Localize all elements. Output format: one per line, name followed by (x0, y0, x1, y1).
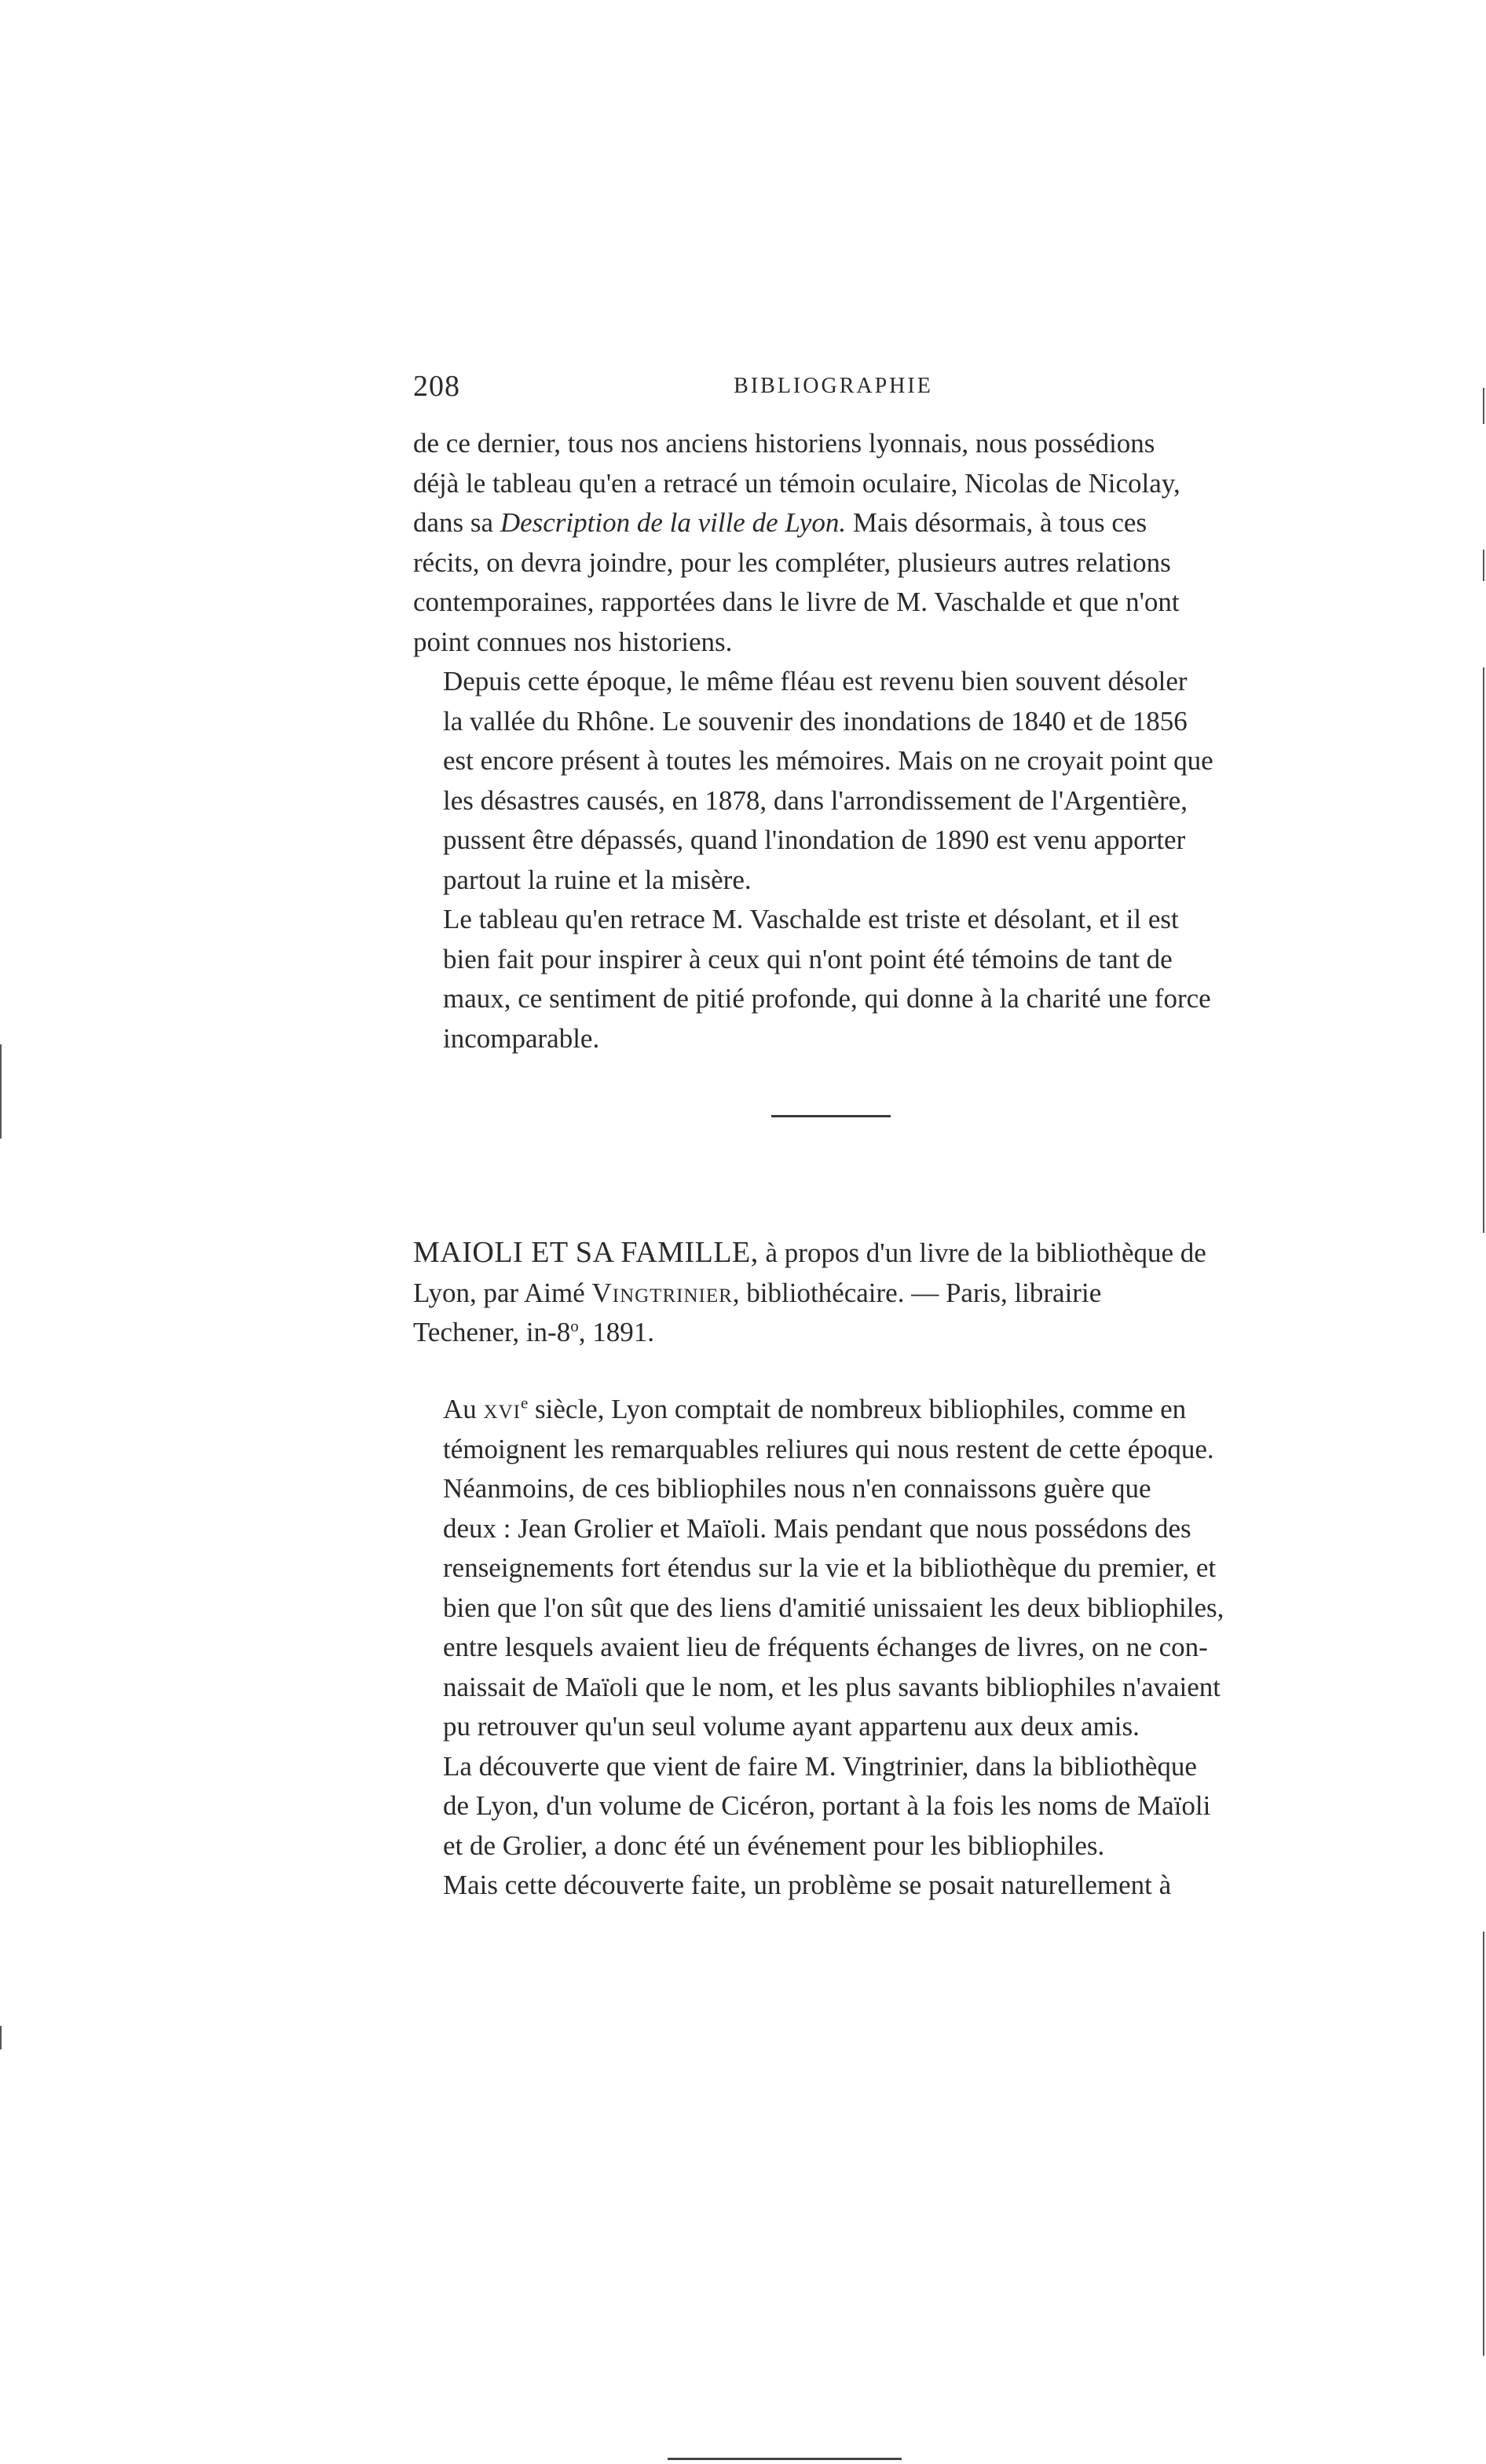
text-line: la vallée du Rhône. Le souvenir des inondations de 1840 et de 1856 (443, 705, 1188, 737)
paragraph (413, 1866, 1254, 1906)
text-run: Au (443, 1394, 484, 1424)
text-line: naissait de Maïoli que le nom, et les plus savants bibliophiles n'avaient (443, 1671, 1221, 1702)
text-line (413, 1313, 1254, 1353)
text-line: récits, on devra joindre, pour les compléter, plusieurs autres relations (413, 547, 1171, 578)
text-run: Mais désormais, à tous ces (846, 507, 1147, 538)
text-line: contemporaines, rapportées dans le livre de M. Vaschalde et que n'ont (413, 587, 1180, 617)
author-name: Vingtrinier (591, 1277, 733, 1308)
paragraph (413, 424, 1254, 662)
running-title: BIBLIOGRAPHIE (734, 374, 933, 398)
text-line: témoignent les remarquables reliures qui nous restent de cette époque. (443, 1433, 1214, 1464)
paragraph (413, 1747, 1254, 1866)
text-line: pu retrouver qu'un seul volume ayant appartenu aux deux amis. (443, 1711, 1140, 1742)
text-line: et de Grolier, a donc été un événement pour les bibliophiles. (443, 1830, 1105, 1861)
text-line: partout la ruine et la misère. (443, 864, 752, 895)
text-line: incomparable. (443, 1022, 600, 1054)
text-line: La découverte que vient de faire M. Vingtrinier, dans la bibliothèque (443, 1750, 1197, 1782)
paragraph (413, 1469, 1254, 1747)
section-divider (771, 1115, 891, 1117)
text-line: point connues nos historiens. (413, 626, 733, 657)
text-run: siècle, Lyon comptait de nombreux bibliophiles, comme en (528, 1394, 1187, 1424)
text-run: , 1891. (578, 1317, 654, 1347)
scan-edge-mark (1483, 388, 1484, 424)
text-line: maux, ce sentiment de pitié profonde, qui donne à la charité une force (443, 983, 1211, 1014)
text-line: de ce dernier, tous nos anciens historiens lyonnais, nous possédions (413, 428, 1155, 459)
review-continuation (413, 424, 1254, 1058)
bottom-edge-line (668, 2458, 902, 2460)
text-run: à propos d'un livre de la bibliothèque de (758, 1237, 1206, 1268)
bibliographic-entry (413, 1233, 1254, 1353)
text-line: les désastres causés, en 1878, dans l'arrondissement de l'Argentière, (443, 784, 1188, 816)
page-header (413, 369, 1254, 408)
text-line: Néanmoins, de ces bibliophiles nous n'en connaissons guère que (443, 1473, 1151, 1504)
text-run: , bibliothécaire. — Paris, librairie (732, 1277, 1102, 1308)
page-number: 208 (413, 370, 460, 403)
text-run: Techener, in-8 (413, 1317, 571, 1347)
text-run: dans sa (413, 507, 500, 538)
text-line: déjà le tableau qu'en a retracé un témoin oculaire, Nicolas de Nicolay, (413, 467, 1180, 499)
scan-edge-mark (1483, 1932, 1484, 2356)
text-line: Mais cette découverte faite, un problème se posait naturellement à (443, 1870, 1172, 1900)
text-line: est encore présent à toutes les mémoires. Mais on ne croyait point que (443, 745, 1213, 776)
text-line: bien fait pour inspirer à ceux qui n'ont point été témoins de tant de (443, 943, 1173, 974)
text-run: Lyon, par Aimé (413, 1277, 592, 1308)
scan-edge-mark (0, 2026, 2, 2049)
text-line (443, 1394, 1186, 1424)
century-numeral: xvi (483, 1394, 521, 1424)
text-line: de Lyon, d'un volume de Cicéron, portant à la fois les noms de Maïoli (443, 1790, 1211, 1821)
text-line: Le tableau qu'en retrace M. Vaschalde est triste et désolant, et il est (443, 904, 1179, 934)
text-line: renseignements fort étendus sur la vie et la bibliothèque du premier, et (443, 1552, 1217, 1583)
review-body (413, 1390, 1254, 1906)
superscript: o (570, 1316, 579, 1336)
text-line: deux : Jean Grolier et Maïoli. Mais pendant que nous possédons des (443, 1512, 1191, 1544)
paragraph (413, 662, 1254, 900)
text-line: Depuis cette époque, le même fléau est revenu bien souvent désoler (443, 666, 1188, 696)
text-line: bien que l'on sût que des liens d'amitié unissaient les deux bibliophiles, (443, 1592, 1224, 1623)
superscript: e (520, 1393, 529, 1413)
book-title: MAIOLI ET SA FAMILLE, (413, 1236, 759, 1269)
text-line: entre lesquels avaient lieu de fréquents échanges de livres, on ne con- (443, 1632, 1208, 1662)
scan-edge-mark (0, 1044, 2, 1139)
text-line (413, 1274, 1254, 1314)
scan-edge-mark (1483, 550, 1484, 581)
paragraph (413, 1390, 1254, 1469)
text-line (413, 503, 1254, 543)
scan-edge-mark (1483, 667, 1484, 1233)
text-line: pussent être dépassés, quand l'inondation de 1890 est venu apporter (443, 824, 1186, 855)
book-title-italic: Description de la ville de Lyon. (500, 507, 847, 538)
paragraph (413, 900, 1254, 1058)
book-entry-heading (413, 1233, 1254, 1353)
